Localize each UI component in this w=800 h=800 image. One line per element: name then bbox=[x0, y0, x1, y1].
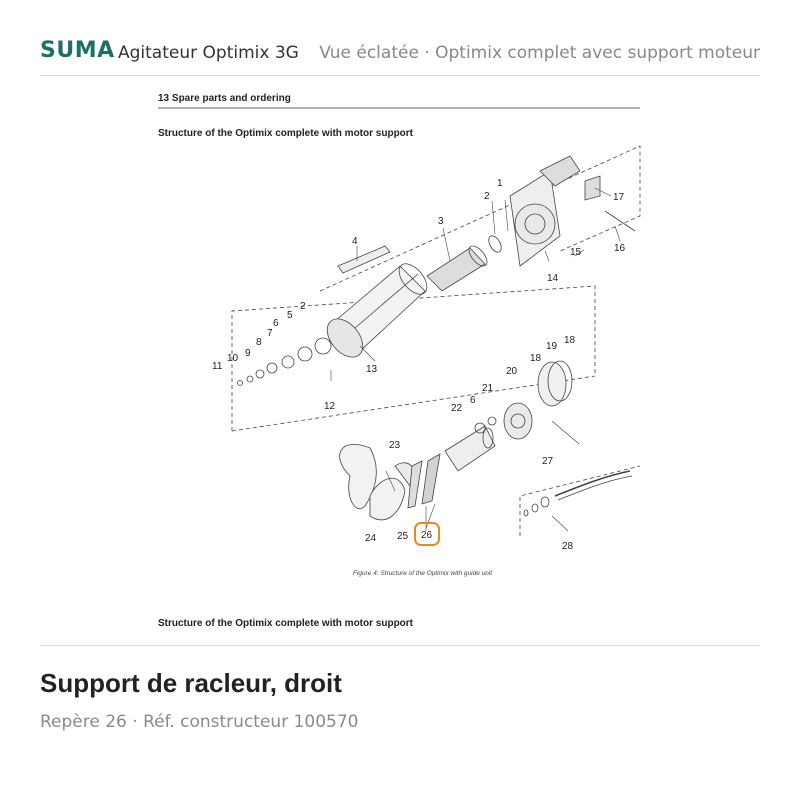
callout-23[interactable]: 23 bbox=[389, 440, 401, 451]
callout-4[interactable]: 4 bbox=[352, 236, 358, 247]
propeller-part bbox=[340, 444, 414, 519]
ring-part bbox=[486, 234, 504, 255]
callout-10[interactable]: 10 bbox=[227, 353, 239, 364]
selected-part-name: Support de racleur, droit bbox=[40, 668, 342, 698]
callout-11[interactable]: 11 bbox=[212, 361, 223, 372]
exploded-drawing-parts bbox=[232, 146, 640, 536]
callout-20[interactable]: 20 bbox=[506, 366, 518, 377]
section-title: Structure of the Optimix complete with motor support bbox=[158, 128, 414, 139]
callout-25[interactable]: 25 bbox=[397, 531, 409, 542]
callout-18-a[interactable]: 18 bbox=[564, 335, 576, 346]
callout-27[interactable]: 27 bbox=[542, 456, 554, 467]
cut-heading: 13 Spare parts and ordering bbox=[158, 93, 291, 104]
callout-2[interactable]: 2 bbox=[484, 191, 490, 202]
callout-22[interactable]: 22 bbox=[451, 403, 463, 414]
callout-12[interactable]: 12 bbox=[324, 401, 336, 412]
callout-5[interactable]: 5 bbox=[287, 310, 293, 321]
callout-14[interactable]: 14 bbox=[547, 273, 559, 284]
callout-15[interactable]: 15 bbox=[570, 247, 582, 258]
app-title: Agitateur Optimix 3G bbox=[118, 43, 299, 63]
view-title: Vue éclatée · Optimix complet avec support moteur bbox=[319, 43, 760, 63]
callout-9[interactable]: 9 bbox=[245, 348, 251, 359]
frame-upper-dashed bbox=[320, 146, 640, 291]
callout-2-lower[interactable]: 2 bbox=[300, 301, 306, 312]
callout-7[interactable]: 7 bbox=[267, 328, 273, 339]
figure-caption: Figure 4: Structure of the Optimix with guide unit bbox=[353, 570, 493, 577]
scraper-supports bbox=[408, 454, 440, 508]
seal-rings-left bbox=[238, 338, 332, 386]
footer-section-title: Structure of the Optimix complete with motor support bbox=[158, 618, 414, 629]
motor-housing bbox=[320, 259, 432, 364]
callout-6-lower[interactable]: 6 bbox=[470, 395, 476, 406]
rotor-part bbox=[427, 243, 490, 291]
callout-21[interactable]: 21 bbox=[482, 383, 494, 394]
callout-8[interactable]: 8 bbox=[256, 337, 262, 348]
content-divider bbox=[40, 645, 760, 646]
callout-1[interactable]: 1 bbox=[497, 178, 503, 189]
brand-logo[interactable]: SUMA bbox=[40, 38, 115, 63]
app-header bbox=[0, 0, 800, 76]
callout-3[interactable]: 3 bbox=[438, 216, 444, 227]
callout-6[interactable]: 6 bbox=[273, 318, 279, 329]
callout-19[interactable]: 19 bbox=[546, 341, 558, 352]
frame-cable-dashed bbox=[520, 466, 640, 536]
callout-28[interactable]: 28 bbox=[562, 541, 574, 552]
callout-18-b[interactable]: 18 bbox=[530, 353, 542, 364]
shaft-assembly bbox=[445, 417, 496, 471]
callout-26[interactable]: 26 bbox=[421, 530, 433, 541]
cable-part bbox=[524, 471, 632, 516]
selected-part-reference: Repère 26 · Réf. constructeur 100570 bbox=[40, 712, 359, 732]
bracket-part bbox=[338, 246, 390, 273]
callout-16[interactable]: 16 bbox=[614, 243, 626, 254]
bolt-part bbox=[605, 211, 635, 231]
exploded-view-drawing bbox=[40, 76, 760, 645]
callout-13[interactable]: 13 bbox=[366, 364, 378, 375]
rail-part bbox=[585, 176, 600, 200]
callout-24[interactable]: 24 bbox=[365, 533, 377, 544]
callout-labels bbox=[212, 178, 626, 552]
exploded-view-document[interactable] bbox=[40, 76, 760, 645]
callout-26-highlighted[interactable] bbox=[415, 523, 439, 545]
callout-17[interactable]: 17 bbox=[613, 192, 625, 203]
